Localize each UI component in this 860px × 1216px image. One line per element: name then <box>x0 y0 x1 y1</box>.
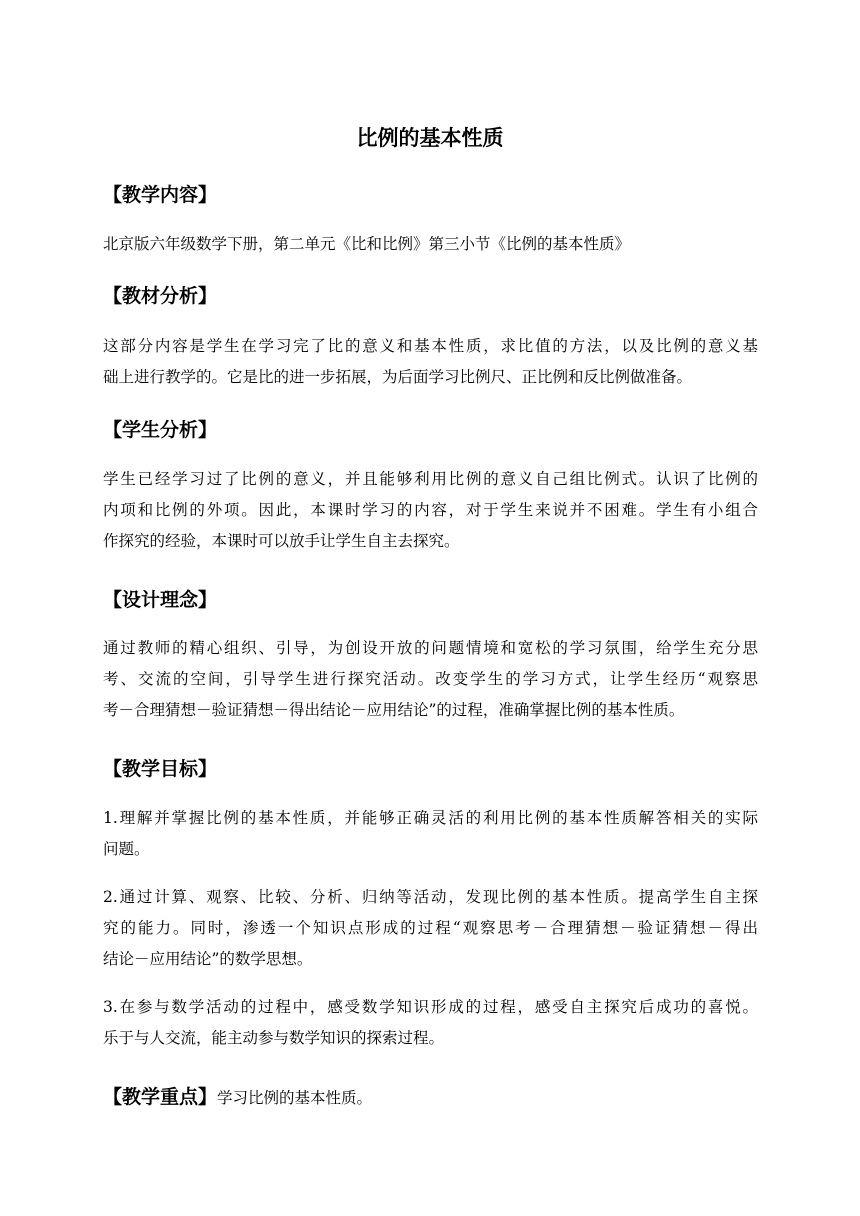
heading-teaching-keypoint: 【教学重点】 <box>103 1086 218 1108</box>
text-line: 考、交流的空间，引导学生进行探究活动。改变学生的学习方式，让学生经历“观察思 <box>103 670 758 688</box>
text-line: 内项和比例的外项。因此，本课时学习的内容，对于学生来说并不困难。学生有小组合 <box>103 501 758 519</box>
goal-item-1 <box>103 803 758 865</box>
text-line: 乐于与人交流，能主动参与数学知识的探索过程。 <box>103 1029 445 1047</box>
text-line: 1.理解并掌握比例的基本性质，并能够正确灵活的利用比例的基本性质解答相关的实际 <box>103 809 758 827</box>
text-line: 考－合理猜想－验证猜想－得出结论－应用结论”的过程，准确掌握比例的基本性质。 <box>103 701 685 719</box>
heading-student-analysis: 【学生分析】 <box>103 419 218 441</box>
teaching-keypoint-row <box>103 1083 372 1112</box>
text-line: 问题。 <box>103 840 150 858</box>
heading-material-analysis: 【教材分析】 <box>103 285 218 307</box>
teaching-keypoint-text: 学习比例的基本性质。 <box>217 1089 373 1107</box>
goal-item-2 <box>103 882 758 975</box>
goal-item-3 <box>103 992 758 1054</box>
heading-teaching-goals: 【教学目标】 <box>103 758 218 780</box>
text-line: 北京版六年级数学下册，第二单元《比和比例》第三小节《比例的基本性质》 <box>103 235 631 253</box>
text-line: 通过教师的精心组织、引导，为创设开放的问题情境和宽松的学习氛围，给学生充分思 <box>103 639 758 657</box>
text-line: 础上进行教学的。它是比的进一步拓展，为后面学习比例尺、正比例和反比例做准备。 <box>103 368 693 386</box>
heading-design-concept: 【设计理念】 <box>103 589 218 611</box>
paragraph-design-concept <box>103 633 758 726</box>
document-title: 比例的基本性质 <box>356 126 504 150</box>
text-line: 作探究的经验，本课时可以放手让学生自主去探究。 <box>103 532 460 550</box>
text-line: 这部分内容是学生在学习完了比的意义和基本性质，求比值的方法，以及比例的意义基 <box>103 337 758 355</box>
paragraph-student-analysis <box>103 464 758 557</box>
paragraph-teaching-content <box>103 229 758 260</box>
text-line: 2.通过计算、观察、比较、分析、归纳等活动，发现比例的基本性质。提高学生自主探 <box>103 888 758 906</box>
heading-teaching-content: 【教学内容】 <box>103 184 218 206</box>
text-line: 3.在参与数学活动的过程中，感受数学知识形成的过程，感受自主探究后成功的喜悦。 <box>103 998 758 1016</box>
text-line: 结论－应用结论”的数学思想。 <box>103 950 313 968</box>
paragraph-material-analysis <box>103 331 758 393</box>
text-line: 学生已经学习过了比例的意义，并且能够利用比例的意义自己组比例式。认识了比例的 <box>103 470 758 488</box>
text-line: 究的能力。同时，渗透一个知识点形成的过程“观察思考－合理猜想－验证猜想－得出 <box>103 919 758 937</box>
